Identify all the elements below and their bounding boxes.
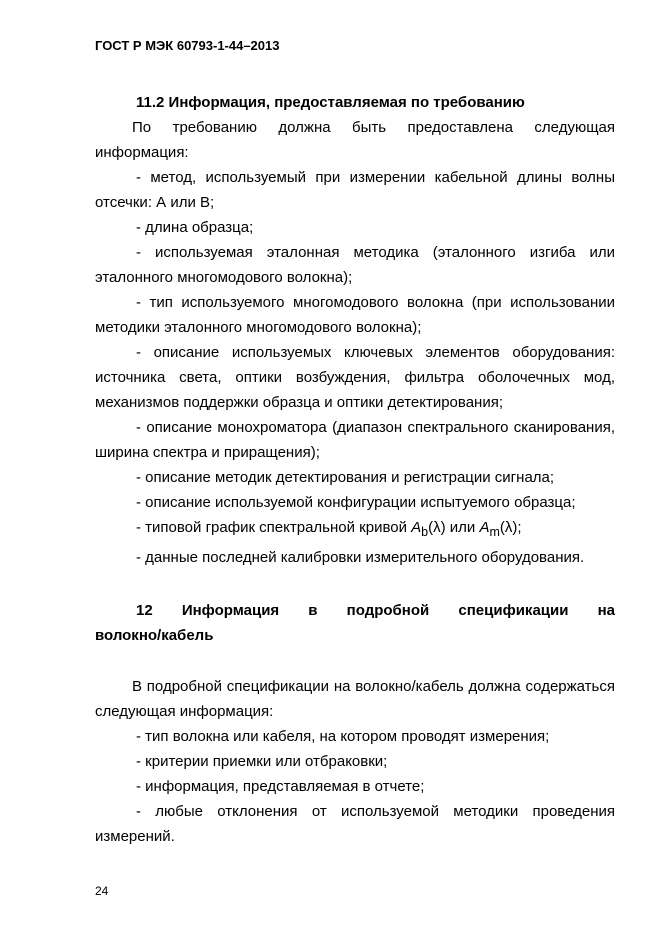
section-intro: По требованию должна быть предоставлена следующая информация:	[95, 119, 615, 161]
list-item: - тип волокна или кабеля, на котором проводят измерения;	[136, 728, 550, 745]
list-item: - информация, представляемая в отчете;	[136, 778, 425, 795]
list-item: - критерии приемки или отбраковки;	[136, 753, 388, 770]
list-item: - данные последней калибровки измерительного оборудования.	[136, 549, 585, 566]
list-item: - описание используемой конфигурации испытуемого образца;	[136, 494, 576, 511]
lambda-2: (λ);	[499, 519, 522, 536]
list-item: - любые отклонения от используемой методики проведения измерений.	[95, 803, 615, 845]
list-item: - метод, используемый при измерении кабельной длины волны отсечки: А или В;	[95, 169, 615, 211]
section-heading-12: 12 Информация в подробной спецификации на	[136, 602, 615, 619]
list-item: - используемая эталонная методика (эталонного изгиба или эталонного многомодового волокна);	[95, 244, 615, 286]
or-text: или	[445, 519, 480, 536]
symbol-a-b: $A_b$	[411, 519, 429, 539]
list-item: - описание монохроматора (диапазон спектрального сканирования, ширина спектра и приращения);	[95, 419, 615, 461]
graph-item-prefix: - типовой график спектральной кривой	[136, 519, 412, 536]
section-heading-11-2: 11.2 Информация, предоставляемая по требованию	[136, 94, 525, 111]
list-item: - описание методик детектирования и регистрации сигнала;	[136, 469, 555, 486]
list-item: - описание используемых ключевых элементов оборудования: источника света, оптики возбуждения, фильтра оболочечных мод, механизмов поддержки образца и оптики детектирования;	[95, 344, 615, 411]
list-item: - тип используемого многомодового волокна (при использовании методики эталонного многомодового волокна);	[95, 294, 615, 336]
lambda-1: (λ)	[428, 519, 446, 536]
section-intro: В подробной спецификации на волокно/кабель должна содержаться следующая информация:	[95, 678, 615, 720]
list-item-graph	[95, 515, 615, 545]
document-header: ГОСТ Р МЭК 60793-1-44–2013	[95, 38, 280, 53]
section-heading-12-cont: волокно/кабель	[95, 627, 214, 644]
page-content	[95, 90, 615, 849]
symbol-a-m: $A_m$	[479, 519, 500, 539]
list-item: - длина образца;	[136, 219, 254, 236]
page-number: 24	[95, 884, 109, 898]
